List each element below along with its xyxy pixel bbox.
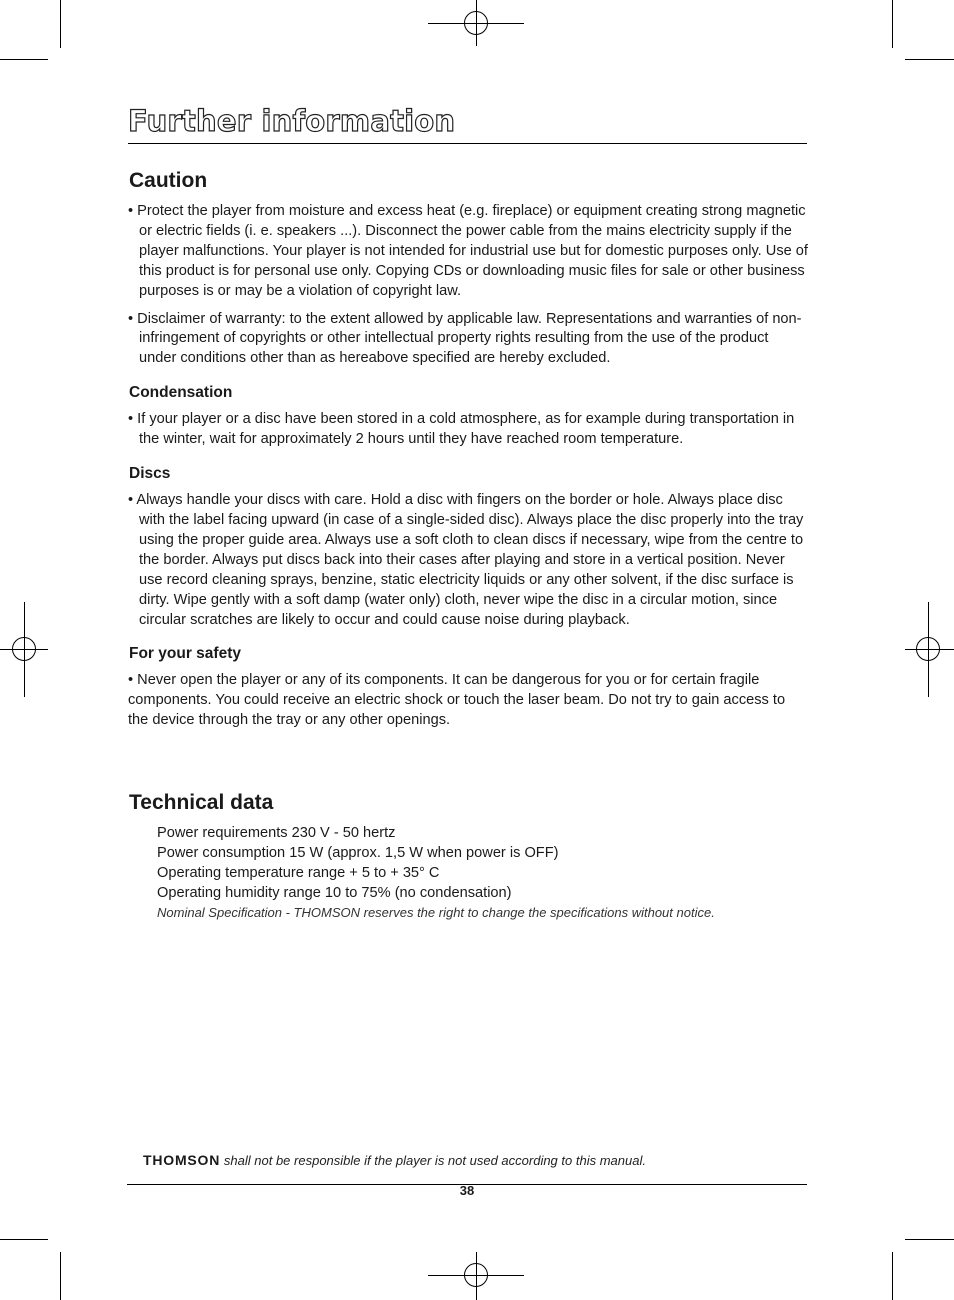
footer-brand: THOMSON xyxy=(143,1152,221,1168)
page-number: 38 xyxy=(459,1183,475,1198)
condensation-section xyxy=(128,383,808,450)
safety-heading: For your safety xyxy=(129,645,241,663)
condensation-heading: Condensation xyxy=(129,384,233,402)
title-divider xyxy=(128,143,807,144)
page-title: Further information xyxy=(128,104,456,138)
condensation-text: • If your player or a disc have been stored in a cold atmosphere, as for example during transportation in the winter, wait for approximately 2 hours until they have reached room temperature. xyxy=(128,411,795,448)
main-content xyxy=(128,166,808,923)
footer-disclaimer xyxy=(143,1152,646,1168)
discs-text: • Always handle your discs with care. Hold a disc with fingers on the border or hole. Always place disc with the label facing upward (in case of a single-sided disc). Always place the disc properly into the tray using the proper guide area. Always use a soft cloth to clean discs if necessary, wipe from the centre to the border. Always put discs back into their cases after playing and store in a vertical position. Never use record cleaning sprays, benzine, static electricity liquids or any other solvent, if the disc surface is dirty. Wipe gently with a soft damp (water only) cloth, never wipe the disc in a circular motion, since circular scratches are likely to occur and could cause noise during playback. xyxy=(128,492,804,628)
technical-list xyxy=(128,824,808,904)
discs-section xyxy=(128,464,808,630)
tech-line-humidity: Operating humidity range 10 to 75% (no condensation) xyxy=(157,884,512,901)
caution-bullet-1: • Protect the player from moisture and excess heat (e.g. fireplace) or equipment creating strong magnetic or electric fields (i. e. speakers ...). Disconnect the power cable from the mains electricity supply if the player malfunctions. Your player is not intended for industrial use but for domestic purposes only. Use of this product is for personal use only. Copying CDs or downloading music files for sale or other business purposes is or may be a violation of copyright law. xyxy=(128,203,808,299)
safety-section xyxy=(128,644,808,731)
caution-section xyxy=(128,166,808,369)
safety-text: • Never open the player or any of its components. It can be dangerous for you or for certain fragile components. You could receive an electric shock or touch the laser beam. Do not try to gain access to the device through the tray or any other openings. xyxy=(128,672,786,729)
caution-heading: Caution xyxy=(129,169,208,192)
discs-heading: Discs xyxy=(129,465,171,483)
caution-bullet-2: • Disclaimer of warranty: to the extent allowed by applicable law. Representations and warranties of non-infringement of copyrights or other intellectual property rights resulting from the use of the product under conditions other than as hereabove specified are hereby excluded. xyxy=(128,310,802,367)
technical-section xyxy=(128,788,808,923)
technical-heading: Technical data xyxy=(129,791,274,815)
tech-line-power-consumption: Power consumption 15 W (approx. 1,5 W when power is OFF) xyxy=(157,845,559,862)
technical-note: Nominal Specification - THOMSON reserves the right to change the specifications without notice. xyxy=(157,904,715,920)
footer-disclaimer-text: shall not be responsible if the player is not used according to this manual. xyxy=(223,1153,646,1168)
tech-line-power-requirements: Power requirements 230 V - 50 hertz xyxy=(157,825,396,842)
tech-line-temperature: Operating temperature range + 5 to + 35° C xyxy=(157,864,440,881)
